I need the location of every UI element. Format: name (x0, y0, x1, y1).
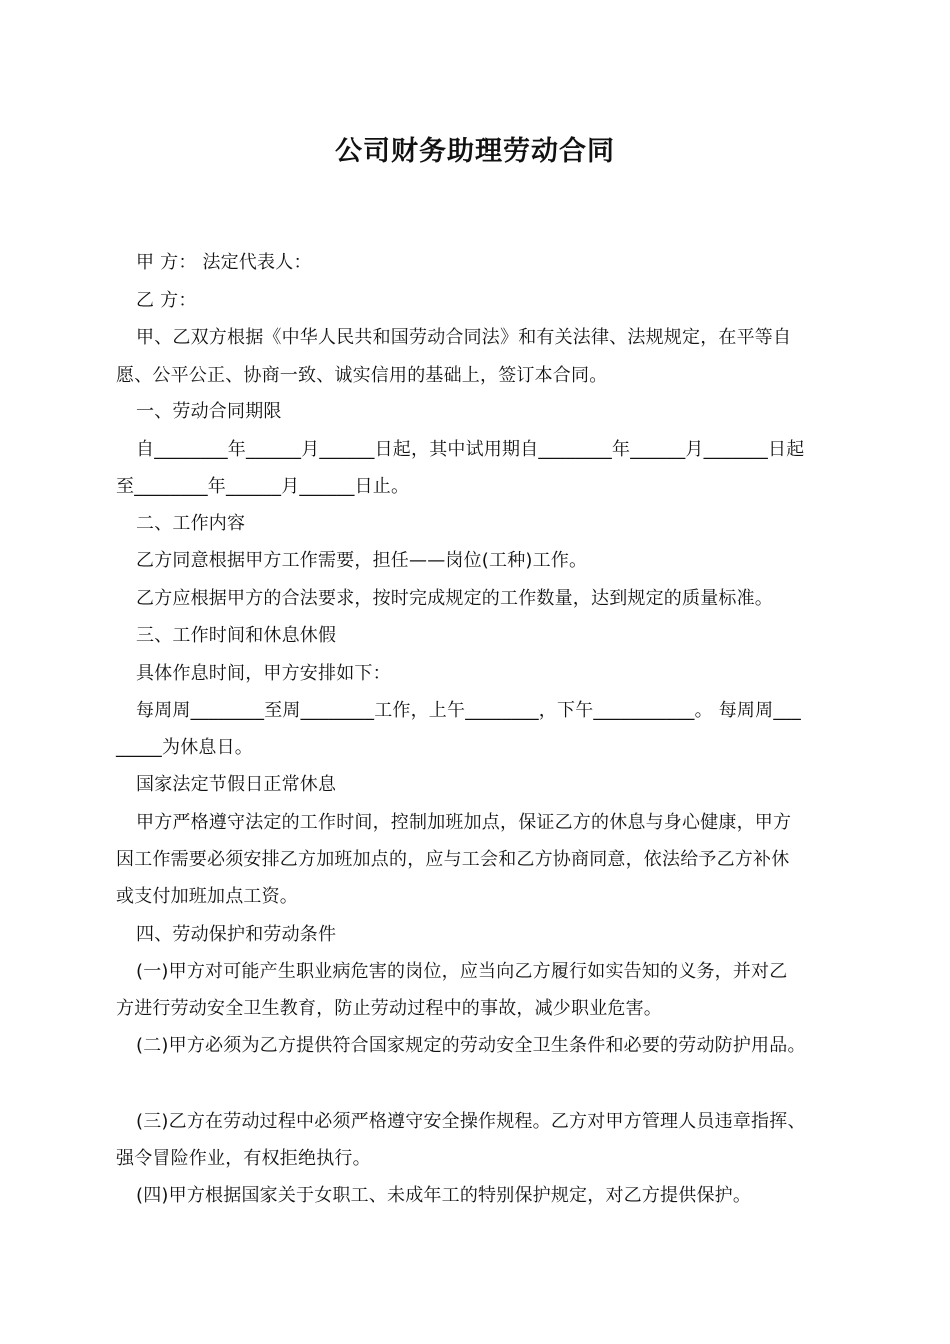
hours-line-1: 具体作息时间，甲方安排如下： (136, 663, 391, 684)
protection-item-3-line-1: (三)乙方在劳动过程中必须严格遵守安全操作规程。乙方对甲方管理人员违章指挥、 (136, 1111, 806, 1132)
overtime-line-1: 甲方严格遵守法定的工作时间，控制加班加点，保证乙方的休息与身心健康，甲方 (136, 812, 792, 833)
holiday-line: 国家法定节假日正常休息 (136, 774, 337, 795)
protection-item-4: (四)甲方根据国家关于女职工、未成年工的特别保护规定，对乙方提供保护。 (136, 1185, 752, 1206)
work-content-line-1: 乙方同意根据甲方工作需要，担任——岗位(工种)工作。 (136, 550, 588, 571)
work-content-line-2: 乙方应根据甲方的合法要求，按时完成规定的工作数量，达到规定的质量标准。 (136, 588, 773, 609)
section-heading-hours: 三、工作时间和休息休假 (136, 625, 337, 646)
preamble-line-1: 甲、乙双方根据《中华人民共和国劳动合同法》和有关法律、法规规定，在平等自 (136, 327, 792, 348)
section-heading-protection: 四、劳动保护和劳动条件 (136, 924, 337, 945)
party-a-line: 甲 方： 法定代表人： (136, 252, 312, 273)
hours-line-2: 每周周________至周________工作，上午________，下午___________。 每周周___ (136, 700, 801, 721)
overtime-line-3: 或支付加班加点工资。 (116, 886, 298, 907)
protection-item-2: (二)甲方必须为乙方提供符合国家规定的劳动安全卫生条件和必要的劳动防护用品。 (136, 1035, 806, 1056)
hours-line-3: _____为休息日。 (116, 737, 253, 758)
party-b-line: 乙 方： (136, 290, 197, 311)
term-line-2: 至________年______月______日止。 (116, 476, 410, 497)
section-heading-term: 一、劳动合同期限 (136, 401, 282, 422)
section-heading-work-content: 二、工作内容 (136, 513, 246, 534)
protection-item-3-line-2: 强令冒险作业，有权拒绝执行。 (116, 1148, 371, 1169)
preamble-line-2: 愿、公平公正、协商一致、诚实信用的基础上，签订本合同。 (116, 365, 608, 386)
protection-item-1-line-1: (一)甲方对可能产生职业病危害的岗位，应当向乙方履行如实告知的义务，并对乙 (136, 961, 788, 982)
overtime-line-2: 因工作需要必须安排乙方加班加点的，应与工会和乙方协商同意，依法给予乙方补休 (116, 849, 790, 870)
document-title: 公司财务助理劳动合同 (335, 136, 615, 167)
protection-item-1-line-2: 方进行劳动安全卫生教育，防止劳动过程中的事故，减少职业危害。 (116, 998, 662, 1019)
term-line-1: 自________年______月______日起，其中试用期自________年______月_______日起 (136, 439, 805, 460)
